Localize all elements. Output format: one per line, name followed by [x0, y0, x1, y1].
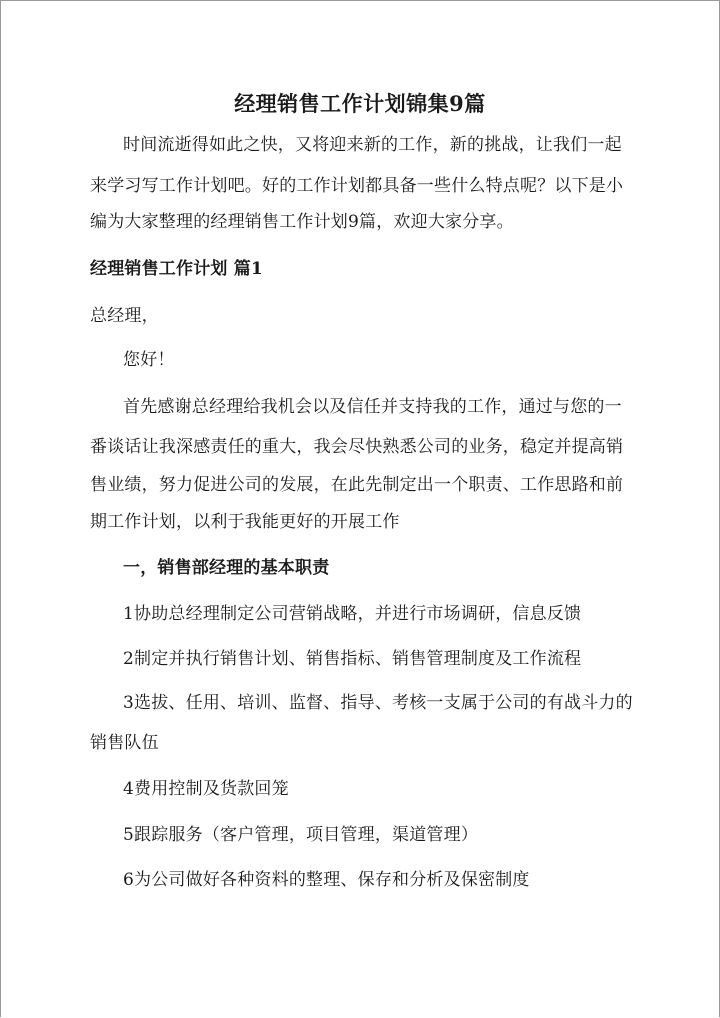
subsection-heading: 一，销售部经理的基本职责: [123, 558, 330, 578]
intro-line-2: 来学习写工作计划吧。好的工作计划都具备一些什么特点呢？以下是小: [90, 176, 624, 196]
salutation: 总经理，: [90, 306, 159, 326]
duty-item-3: 3选拔、任用、培训、监督、指导、考核一支属于公司的有战斗力的: [123, 693, 633, 713]
duty-item-6: 6为公司做好各种资料的整理、保存和分析及保密制度: [123, 870, 530, 890]
duty-item-2: 2制定并执行销售计划、销售指标、销售管理制度及工作流程: [123, 649, 582, 669]
paragraph-line-1: 首先感谢总经理给我机会以及信任并支持我的工作，通过与您的一: [123, 397, 622, 417]
duty-item-3-cont: 销售队伍: [90, 733, 159, 753]
duty-item-4: 4费用控制及货款回笼: [123, 779, 289, 799]
intro-line-1: 时间流逝得如此之快，又将迎来新的工作，新的挑战，让我们一起: [123, 135, 622, 155]
paragraph-line-3: 售业绩，努力促进公司的发展，在此先制定出一个职责、工作思路和前: [90, 475, 624, 495]
document-title: 经理销售工作计划锦集9篇: [234, 91, 486, 116]
paragraph-line-2: 番谈话让我深感责任的重大，我会尽快熟悉公司的业务，稳定并提高销: [90, 437, 624, 457]
paragraph-line-4: 期工作计划，以利于我能更好的开展工作: [90, 512, 400, 532]
greeting: 您好！: [123, 350, 175, 370]
duty-item-1: 1协助总经理制定公司营销战略，并进行市场调研，信息反馈: [123, 604, 582, 624]
intro-line-3: 编为大家整理的经理销售工作计划9篇，欢迎大家分享。: [90, 212, 514, 232]
duty-item-5: 5跟踪服务（客户管理，项目管理，渠道管理）: [123, 825, 479, 845]
section-heading: 经理销售工作计划 篇1: [90, 259, 263, 279]
